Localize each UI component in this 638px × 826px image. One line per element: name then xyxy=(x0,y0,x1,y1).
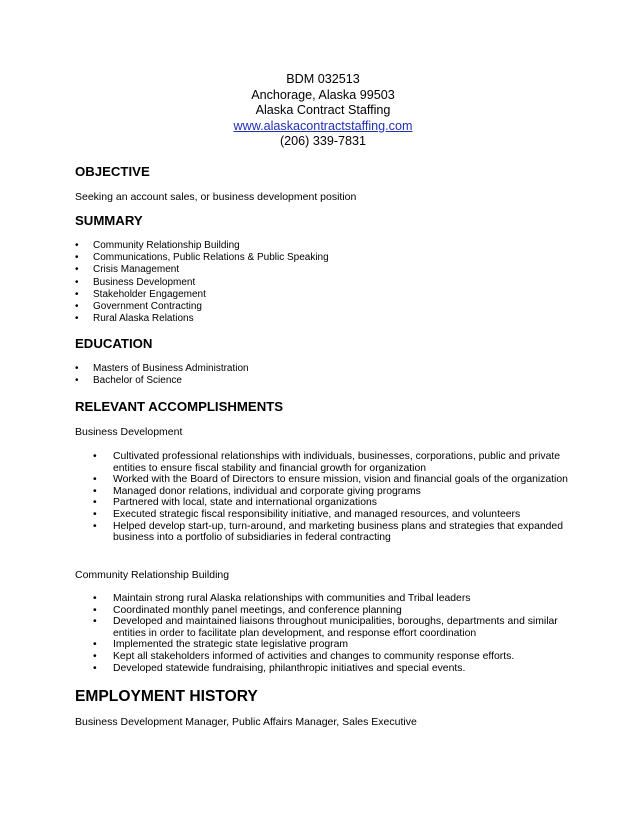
accomplishment-item: • Managed donor relations, individual and corporate giving programs xyxy=(93,485,421,497)
business-development-subheading: Business Development xyxy=(75,426,183,438)
accomplishment-item: • Developed statewide fundraising, philanthropic initiatives and special events. xyxy=(93,662,466,674)
contact-header xyxy=(0,72,638,150)
bullet-icon: • xyxy=(75,301,79,313)
summary-item: • Stakeholder Engagement xyxy=(75,288,206,300)
bullet-icon: • xyxy=(93,474,97,486)
bullet-icon: • xyxy=(93,451,97,462)
community-relationship-subheading: Community Relationship Building xyxy=(75,569,230,581)
bullet-icon: • xyxy=(93,520,97,532)
bullet-icon: • xyxy=(93,485,97,497)
summary-item: • Business Development xyxy=(75,276,196,288)
bullet-icon: • xyxy=(75,313,79,325)
bullet-icon: • xyxy=(93,593,97,604)
header-company: Alaska Contract Staffing xyxy=(255,103,391,118)
education-list xyxy=(75,363,249,387)
business-development-list xyxy=(93,451,573,544)
bullet-icon: • xyxy=(93,508,97,520)
bullet-icon: • xyxy=(75,375,79,387)
bullet-icon: • xyxy=(75,240,79,251)
objective-heading: OBJECTIVE xyxy=(75,164,150,179)
bullet-icon: • xyxy=(93,616,97,628)
accomplishment-item: • Coordinated monthly panel meetings, and conference planning xyxy=(93,604,402,616)
objective-text: Seeking an account sales, or business development position xyxy=(75,191,357,203)
accomplishment-item: • Partnered with local, state and international organizations xyxy=(93,497,377,509)
summary-list xyxy=(75,240,329,325)
accomplishments-heading: RELEVANT ACCOMPLISHMENTS xyxy=(75,399,284,414)
header-id: BDM 032513 xyxy=(286,72,360,86)
summary-heading: SUMMARY xyxy=(75,213,143,228)
bullet-icon: • xyxy=(93,662,97,674)
employment-text: Business Development Manager, Public Affairs Manager, Sales Executive xyxy=(75,716,417,728)
accomplishment-item: • Helped develop start-up, turn-around, and marketing business plans and strategies that expanded business into a portfolio of subsidiaries in federal contracting xyxy=(93,520,563,544)
accomplishment-item: • Implemented the strategic state legislative program xyxy=(93,639,349,651)
accomplishment-item: • Executed strategic fiscal responsibility initiative, and managed resources, and volunteers xyxy=(93,508,521,520)
education-item: • Masters of Business Administration xyxy=(75,363,249,374)
bullet-icon: • xyxy=(75,288,79,300)
accomplishment-item: • Cultivated professional relationships with individuals, businesses, corporations, public and private entities to ensure fiscal stability and financial growth for organization xyxy=(93,451,561,474)
website-link[interactable]: www.alaskacontractstaffing.com xyxy=(233,118,413,133)
bullet-icon: • xyxy=(93,497,97,509)
summary-item: • Communications, Public Relations & Public Speaking xyxy=(75,252,329,264)
education-heading: EDUCATION xyxy=(75,336,153,351)
bullet-icon: • xyxy=(75,276,79,288)
accomplishment-item: • Worked with the Board of Directors to ensure mission, vision and financial goals of the organization xyxy=(93,474,568,486)
bullet-icon: • xyxy=(75,252,79,264)
accomplishment-item: • Developed and maintained liaisons throughout municipalities, boroughs, departments and similar entities in order to facilitate plan development, and response effort coordination xyxy=(93,616,558,639)
employment-heading: EMPLOYMENT HISTORY xyxy=(75,688,258,705)
accomplishment-item: • Kept all stakeholders informed of activities and changes to community response efforts. xyxy=(93,650,515,662)
bullet-icon: • xyxy=(75,264,79,276)
summary-item: • Rural Alaska Relations xyxy=(75,313,194,325)
accomplishment-item: • Maintain strong rural Alaska relationships with communities and Tribal leaders xyxy=(93,593,471,604)
summary-item: • Community Relationship Building xyxy=(75,240,240,251)
bullet-icon: • xyxy=(75,363,79,374)
community-relationship-list xyxy=(93,593,573,674)
header-address: Anchorage, Alaska 99503 xyxy=(251,87,395,102)
bullet-icon: • xyxy=(93,650,97,662)
education-item: • Bachelor of Science xyxy=(75,375,182,387)
bullet-icon: • xyxy=(93,604,97,616)
summary-item: • Government Contracting xyxy=(75,301,202,313)
bullet-icon: • xyxy=(93,639,97,651)
header-phone: (206) 339-7831 xyxy=(279,134,367,149)
summary-item: • Crisis Management xyxy=(75,264,180,276)
